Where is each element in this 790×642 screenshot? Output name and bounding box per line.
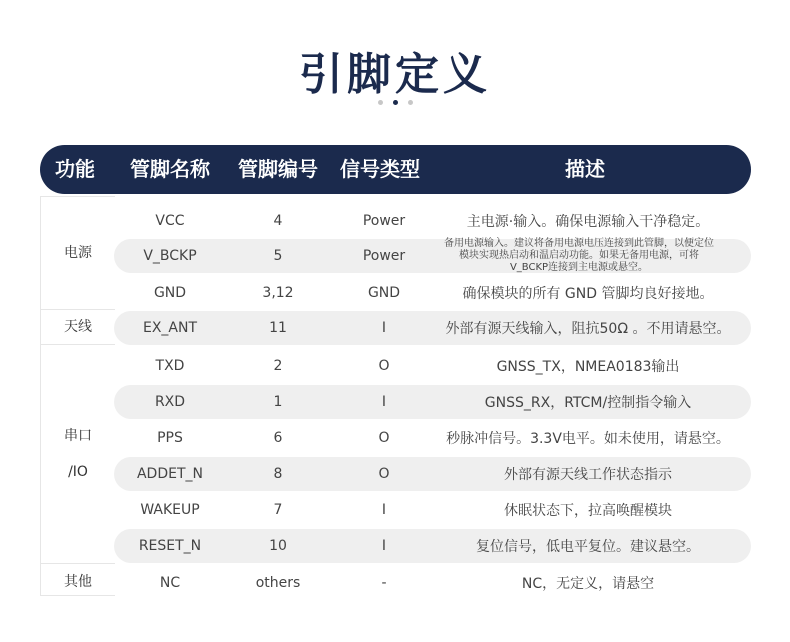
group-antenna (40, 309, 115, 345)
pin-number: 1 (273, 394, 283, 410)
pin-number: 11 (269, 320, 287, 336)
pin-number: 3,12 (262, 285, 294, 301)
header-function: 功能 (55, 157, 95, 181)
signal-type: Power (362, 213, 406, 229)
pin-description: GNSS_TX，NMEA0183输出 (496, 359, 680, 375)
table-row (114, 276, 751, 310)
table-row (114, 385, 751, 419)
pin-description: 外部有源天线输入，阻抗50Ω 。不用请悬空。 (445, 321, 731, 337)
signal-type: O (378, 466, 390, 482)
signal-type: I (381, 320, 387, 336)
signal-type: I (381, 502, 387, 518)
pin-name: WAKEUP (140, 502, 200, 518)
pin-number: 8 (273, 466, 283, 482)
pin-description: 秒脉冲信号。3.3V电平。如未使用，请悬空。 (446, 431, 730, 447)
group-serial-io (40, 344, 115, 564)
pin-number: 2 (273, 358, 283, 374)
table-row (114, 204, 751, 238)
pin-name: V_BCKP (143, 248, 197, 264)
pin-name: TXD (155, 358, 185, 374)
pin-description: 确保模块的所有 GND 管脚均良好接地。 (462, 286, 714, 302)
table-row (114, 457, 751, 491)
dot (408, 100, 413, 105)
table-row (114, 239, 751, 273)
pin-name: PPS (157, 430, 183, 446)
signal-type: O (378, 430, 390, 446)
signal-type: I (381, 394, 387, 410)
pin-name: VCC (155, 213, 185, 229)
pin-description: 备用电源输入。建议将备用电源电压连接到此管脚，以便定位模块实现热启动和温启动功能。如果无备用电源，可将V_BCKP连接到主电源或悬空。 (444, 238, 714, 273)
signal-type: I (381, 538, 387, 554)
group-other (40, 563, 115, 596)
table-row (114, 566, 751, 600)
pin-name: NC (159, 575, 181, 591)
table-row (114, 349, 751, 383)
group-label: 串口 /IO (64, 428, 92, 480)
group-power (40, 196, 115, 310)
group-label: 电源 (64, 245, 92, 261)
group-label: 天线 (64, 319, 92, 335)
group-label: 其他 (64, 574, 92, 590)
pagination-dots (0, 100, 790, 105)
pin-number: others (255, 575, 301, 591)
pin-name: ADDET_N (136, 466, 203, 482)
pin-number: 5 (273, 248, 283, 264)
pin-name: EX_ANT (142, 320, 198, 336)
pin-description: 主电源·输入。确保电源输入干净稳定。 (466, 214, 710, 230)
signal-type: O (378, 358, 390, 374)
header-pin-name: 管脚名称 (130, 157, 210, 181)
pin-description: 休眠状态下，拉高唤醒模块 (504, 503, 672, 519)
table-row (114, 421, 751, 455)
page-title: 引脚定义 (299, 49, 491, 100)
dot (378, 100, 383, 105)
table-row (114, 493, 751, 527)
table-header (40, 145, 751, 194)
table-row (114, 311, 751, 345)
pin-description: NC，无定义，请悬空 (521, 576, 655, 592)
pin-description: GNSS_RX，RTCM/控制指令输入 (484, 395, 692, 411)
pin-name: RESET_N (138, 538, 202, 554)
pin-number: 4 (273, 213, 283, 229)
pin-number: 6 (273, 430, 283, 446)
signal-type: GND (367, 285, 401, 301)
header-description: 描述 (565, 157, 605, 181)
pin-number: 7 (273, 502, 283, 518)
pin-name: RXD (154, 394, 186, 410)
pin-description: 外部有源天线工作状态指示 (504, 467, 672, 483)
header-pin-number: 管脚编号 (238, 157, 318, 181)
signal-type: - (381, 575, 387, 591)
pin-number: 10 (269, 538, 287, 554)
signal-type: Power (362, 248, 406, 264)
pin-description: 复位信号，低电平复位。建议悬空。 (476, 539, 700, 555)
table-row (114, 529, 751, 563)
pin-name: GND (153, 285, 187, 301)
header-signal-type: 信号类型 (340, 157, 420, 181)
dot-active (393, 100, 398, 105)
